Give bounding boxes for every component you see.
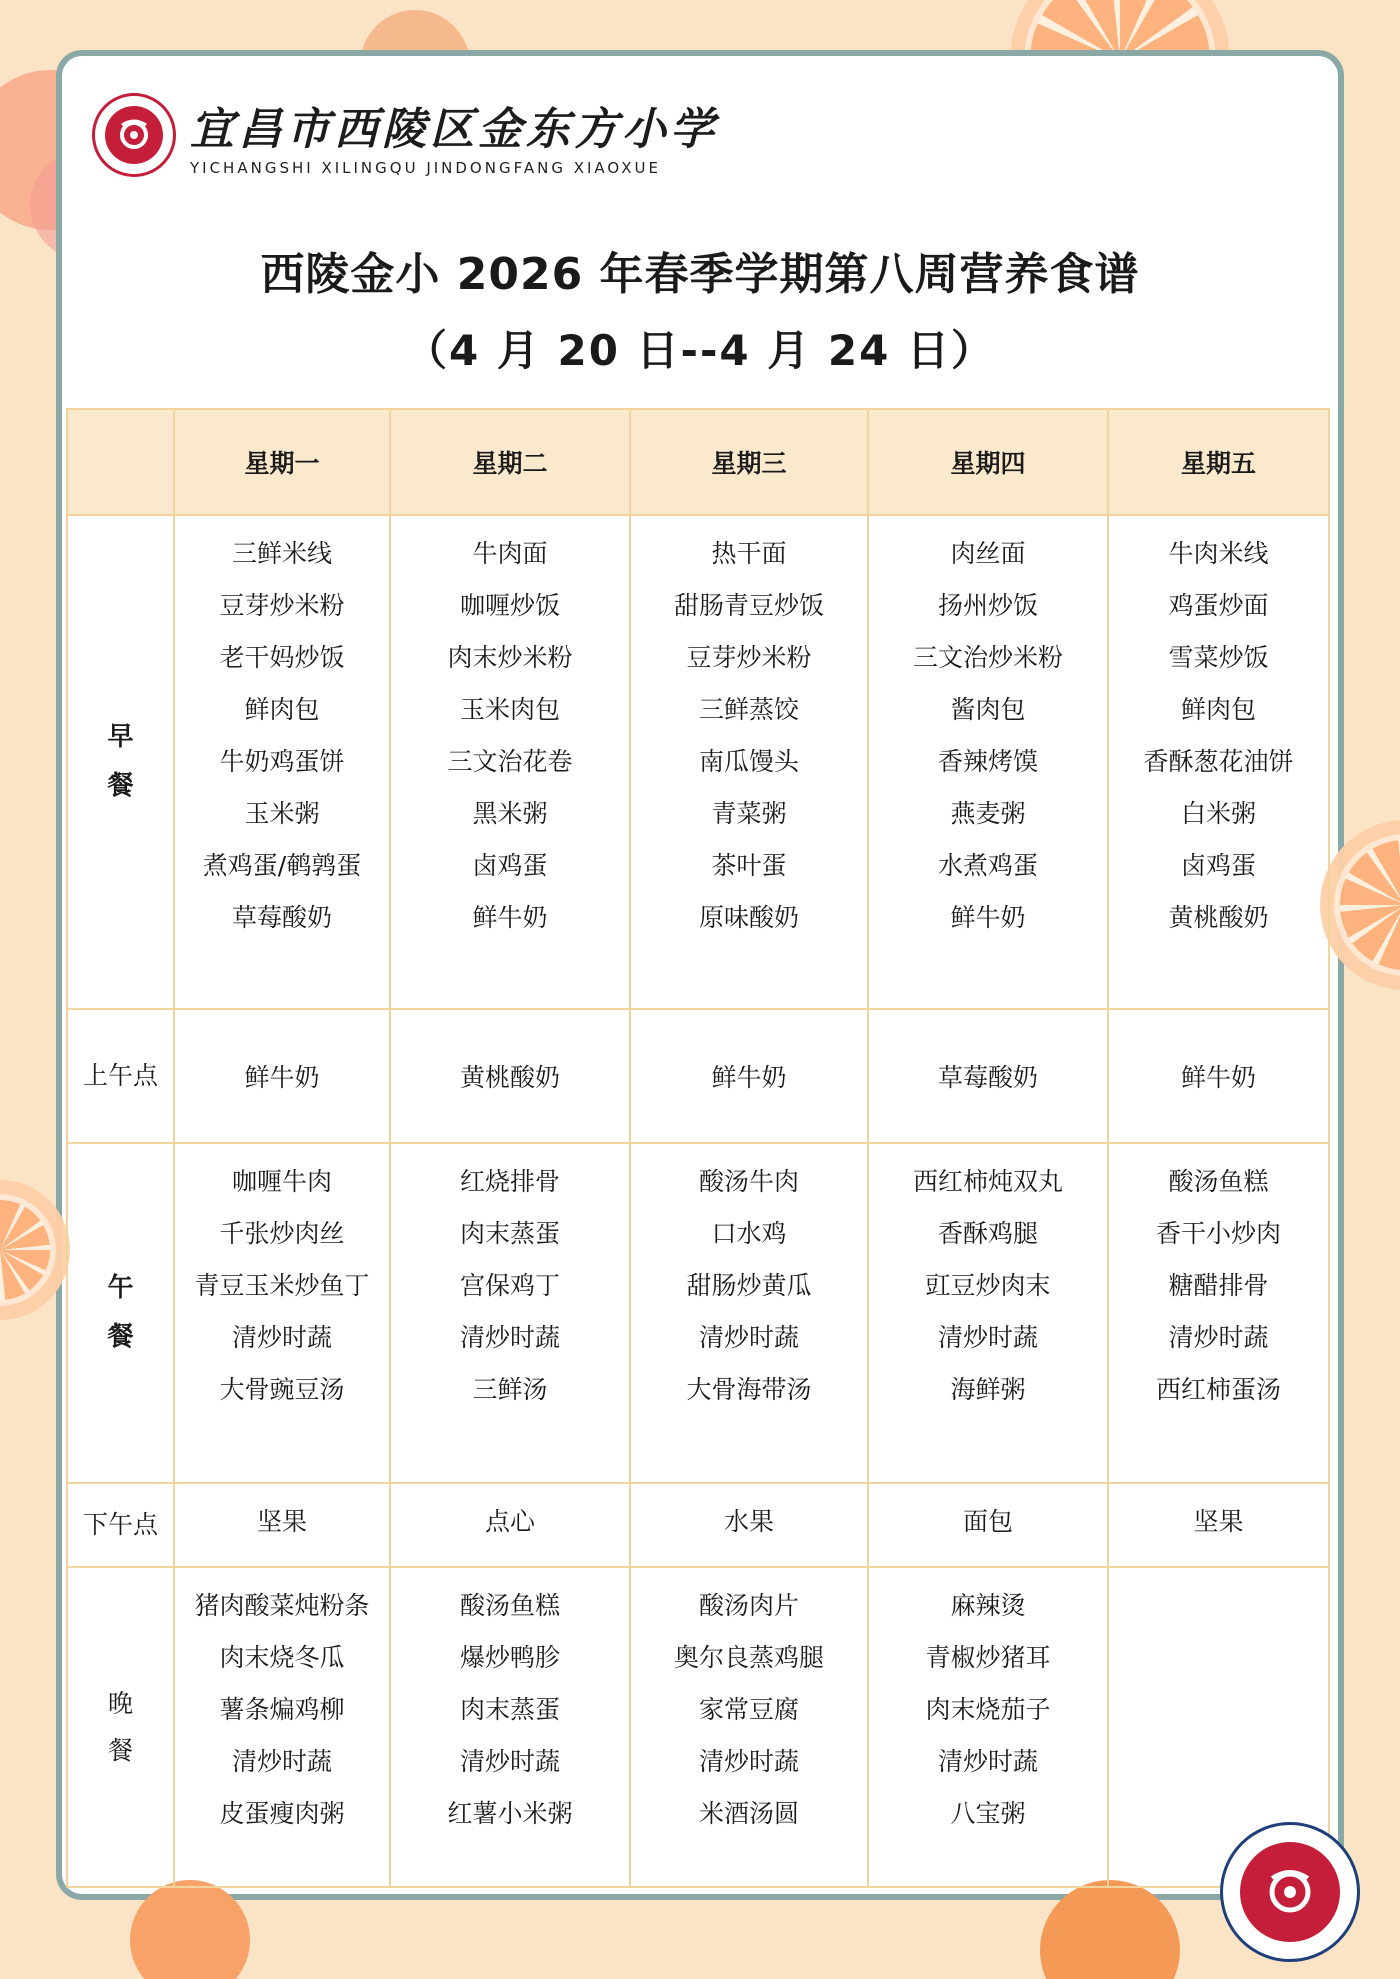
day-header: 星期五 [1108,409,1329,515]
lunch-row [67,1143,1329,1483]
dish-item: 清炒时蔬 [698,1323,799,1352]
dish-item: 肉末炒米粉 [447,643,573,672]
dish-item: 水煮鸡蛋 [937,851,1038,880]
dish-item: 鲜牛奶 [950,903,1026,932]
dish-item: 酸汤鱼糕 [1168,1167,1269,1196]
dish-item: 燕麦粥 [950,799,1026,828]
meal-label: 早 餐 [67,515,174,1009]
dish-item: 青椒炒猪耳 [925,1643,1051,1672]
dish-item: 麻辣烫 [950,1591,1026,1620]
snack-cell: 水果 [630,1483,868,1567]
dish-item: 豆芽炒米粉 [219,591,345,620]
dish-item: 清炒时蔬 [937,1323,1038,1352]
corner-cell [67,409,174,515]
dish-item: 原味酸奶 [698,903,799,932]
am-snack-row [67,1009,1329,1143]
date-range: （4 月 20 日--4 月 24 日） [405,326,995,375]
menu-cell [868,1143,1108,1483]
day-header: 星期二 [390,409,630,515]
dish-item: 爆炒鸭胗 [459,1643,560,1672]
dish-item: 咖喱牛肉 [231,1167,332,1196]
dish-item: 茶叶蛋 [711,851,787,880]
meal-label: 上午点 [67,1009,174,1143]
menu-cell [868,515,1108,1009]
dish-item: 甜肠青豆炒饭 [673,591,824,620]
pm-snack-row [67,1483,1329,1567]
school-header [92,92,718,178]
dish-item: 牛奶鸡蛋饼 [219,747,345,776]
meal-label: 下午点 [67,1483,174,1567]
dish-item: 黄桃酸奶 [1168,903,1269,932]
meal-label: 午 餐 [67,1143,174,1483]
dish-item: 酸汤牛肉 [698,1167,799,1196]
day-header: 星期三 [630,409,868,515]
dish-item: 香辣烤馍 [937,747,1038,776]
menu-cell [1108,1143,1329,1483]
dish-item: 大骨豌豆汤 [219,1375,345,1404]
dish-item: 清炒时蔬 [698,1747,799,1776]
dish-item: 奥尔良蒸鸡腿 [673,1643,824,1672]
dish-item: 青豆玉米炒鱼丁 [194,1271,370,1300]
dish-item: 南瓜馒头 [698,747,799,776]
dish-item: 西红柿蛋汤 [1155,1375,1281,1404]
menu-cell [174,515,390,1009]
meal-label: 晚 餐 [67,1567,174,1887]
dish-item: 肉末蒸蛋 [459,1695,560,1724]
dish-item: 三文治花卷 [447,747,573,776]
menu-cell [1108,515,1329,1009]
dish-item: 皮蛋瘦肉粥 [219,1799,345,1828]
dish-item: 红薯小米粥 [447,1799,573,1828]
menu-cell [868,1567,1108,1887]
dish-item: 三鲜蒸饺 [698,695,799,724]
dish-item: 海鲜粥 [950,1375,1026,1404]
dish-item: 糖醋排骨 [1168,1271,1269,1300]
snack-cell: 坚果 [174,1483,390,1567]
menu-cell [630,1143,868,1483]
dish-item: 玉米粥 [244,799,320,828]
dish-item: 猪肉酸菜炖粉条 [194,1591,370,1620]
breakfast-row [67,515,1329,1009]
snack-cell: 鲜牛奶 [630,1009,868,1143]
dish-item: 三鲜米线 [231,539,332,568]
menu-table [66,408,1330,1888]
dish-item: 草莓酸奶 [231,903,332,932]
dish-item: 肉末蒸蛋 [459,1219,560,1248]
dish-item: 千张炒肉丝 [219,1219,345,1248]
dish-item: 鲜肉包 [244,695,320,724]
dish-item: 香酥葱花油饼 [1143,747,1294,776]
snack-cell: 点心 [390,1483,630,1567]
dish-item: 扬州炒饭 [937,591,1038,620]
group-logo-icon [1220,1822,1360,1962]
dish-item: 清炒时蔬 [459,1323,560,1352]
dish-item: 香干小炒肉 [1155,1219,1281,1248]
dish-item: 八宝粥 [950,1799,1026,1828]
school-name-cn: 宜昌市西陵区金东方小学 [190,104,718,155]
dish-item: 酸汤肉片 [698,1591,799,1620]
day-header: 星期一 [174,409,390,515]
dish-item: 肉丝面 [950,539,1026,568]
school-logo-icon [92,93,176,177]
dish-item: 甜肠炒黄瓜 [686,1271,812,1300]
dish-item: 青菜粥 [711,799,787,828]
snack-cell: 鲜牛奶 [1108,1009,1329,1143]
dish-item: 薯条煸鸡柳 [219,1695,345,1724]
snack-cell: 面包 [868,1483,1108,1567]
dish-item: 清炒时蔬 [1168,1323,1269,1352]
menu-cell [630,1567,868,1887]
dish-item: 酸汤鱼糕 [459,1591,560,1620]
menu-cell [390,1567,630,1887]
dish-item: 黑米粥 [472,799,548,828]
dish-item: 雪菜炒饭 [1168,643,1269,672]
dish-item: 三鲜汤 [472,1375,548,1404]
dish-item: 三文治炒米粉 [912,643,1063,672]
dish-item: 鲜肉包 [1180,695,1256,724]
snack-cell: 草莓酸奶 [868,1009,1108,1143]
dish-item: 鸡蛋炒面 [1168,591,1269,620]
day-header: 星期四 [868,409,1108,515]
dish-item: 白米粥 [1180,799,1256,828]
dish-item: 口水鸡 [711,1219,787,1248]
menu-cell [630,515,868,1009]
dish-item: 米酒汤圆 [698,1799,799,1828]
dish-item: 香酥鸡腿 [937,1219,1038,1248]
dish-item: 清炒时蔬 [231,1747,332,1776]
dish-item: 咖喱炒饭 [459,591,560,620]
dish-item: 玉米肉包 [459,695,560,724]
school-name-en: YICHANGSHI XILINGQU JINDONGFANG XIAOXUE [190,159,661,177]
dish-item: 西红柿炖双丸 [912,1167,1063,1196]
page-title: 西陵金小 2026 年春季学期第八周营养食谱 [260,249,1140,300]
snack-cell: 鲜牛奶 [174,1009,390,1143]
snack-cell: 坚果 [1108,1483,1329,1567]
dish-item: 肉末烧冬瓜 [219,1643,345,1672]
dish-item: 宫保鸡丁 [459,1271,560,1300]
dish-item: 煮鸡蛋/鹌鹑蛋 [202,851,362,880]
dish-item: 酱肉包 [950,695,1026,724]
dish-item: 牛肉面 [472,539,548,568]
snack-cell: 黄桃酸奶 [390,1009,630,1143]
dish-item: 老干妈炒饭 [219,643,345,672]
dish-item: 清炒时蔬 [937,1747,1038,1776]
dish-item: 家常豆腐 [698,1695,799,1724]
dish-item: 肉末烧茄子 [925,1695,1051,1724]
dish-item: 卤鸡蛋 [1180,851,1256,880]
dish-item: 红烧排骨 [459,1167,560,1196]
menu-cell [390,515,630,1009]
dish-item: 清炒时蔬 [459,1747,560,1776]
day-header-row [67,409,1329,515]
dish-item: 豆芽炒米粉 [686,643,812,672]
dinner-row [67,1567,1329,1887]
dish-item: 大骨海带汤 [686,1375,812,1404]
dish-item: 清炒时蔬 [231,1323,332,1352]
dish-item: 卤鸡蛋 [472,851,548,880]
menu-cell [174,1567,390,1887]
dish-item: 热干面 [711,539,787,568]
menu-cell [174,1143,390,1483]
dish-item: 豇豆炒肉末 [925,1271,1051,1300]
menu-cell [390,1143,630,1483]
dish-item: 牛肉米线 [1168,539,1269,568]
dish-item: 鲜牛奶 [472,903,548,932]
